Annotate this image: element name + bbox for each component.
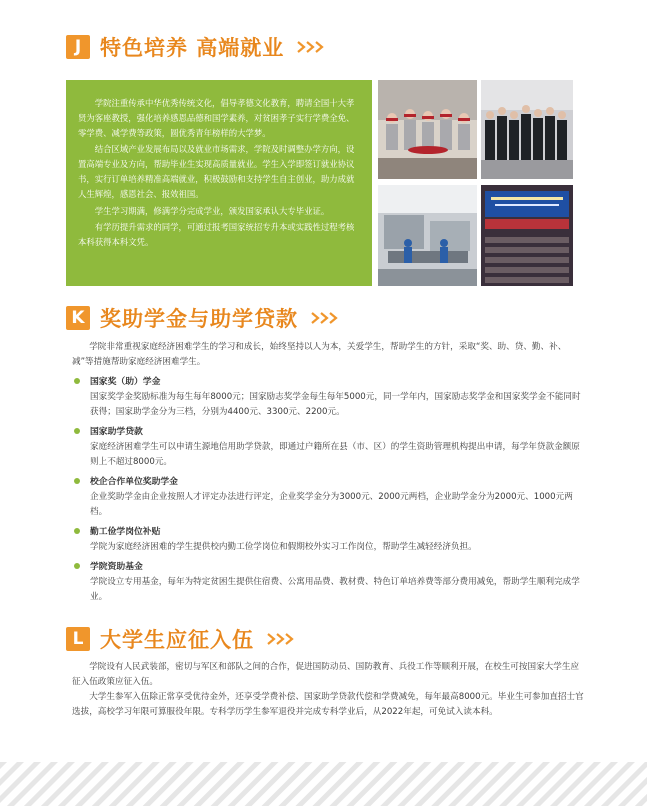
bullet-icon	[74, 428, 80, 434]
section-l-letter: L	[66, 627, 90, 651]
photo-flight-attendants	[378, 80, 477, 179]
aid-item-3-text: 企业奖助学金由企业按照人才评定办法进行评定，企业奖学金分为3000元、2000元两档，企业助学金分为2000元、1000元两档。	[90, 492, 573, 517]
aid-item-4-head	[74, 524, 160, 537]
aid-item-3-title: 校企合作单位奖助学金	[90, 477, 178, 487]
section-l-title: 大学生应征入伍	[100, 628, 254, 652]
aid-item-5-text: 学院设立专用基金，每年为特定贫困生提供住宿费、公寓用品费、教材费、特色订单培养费等部分费用减免，帮助学生顺利完成学业。	[90, 577, 580, 602]
aid-item-1-title: 国家奖（助）学金	[90, 377, 161, 387]
chevron-right-icon	[310, 311, 342, 325]
aid-item-1-text: 国家奖学金奖励标准为每生每年8000元；国家励志奖学金每生每年5000元，同一学年内，国家励志奖学金和国家奖学金不能同时获得；国家助学金分为三档，分别为4400元、3300元、2200元。	[90, 392, 581, 417]
aid-item-2-head	[74, 424, 143, 437]
bullet-icon	[74, 378, 80, 384]
photo-security-staff	[481, 80, 573, 179]
footer-stripe-pattern	[0, 762, 647, 806]
bullet-icon	[74, 563, 80, 569]
section-k-letter: K	[66, 306, 90, 330]
section-k-title: 奖助学金与助学贷款	[100, 307, 298, 331]
enlistment-paragraph-2: 大学生参军入伍除正常享受优待金外，还享受学费补偿、国家助学贷款代偿和学费减免，每年最高8000元。毕业生可参加直招士官选拔，高校学习年限可算服役年限。专科学历学生参军退役并完成专科学业后，从2022年起，可免试入读本科。	[72, 692, 584, 717]
section-j-letter: J	[66, 35, 90, 59]
chevron-right-icon	[266, 632, 298, 646]
aid-item-3-head	[74, 474, 178, 487]
aid-item-2-text: 家庭经济困难学生可以申请生源地信用助学贷款，即通过户籍所在县（市、区）的学生资助管理机构提出申请，每学年贷款金额原则上不超过8000元。	[90, 442, 580, 467]
section-j-title: 特色培养 高端就业	[100, 36, 285, 60]
bullet-icon	[74, 528, 80, 534]
section-l-header	[66, 624, 298, 654]
enlistment-paragraph-1: 学院设有人民武装部，密切与军区和部队之间的合作，促进国防动员、国防教育、兵役工作等顺利开展，在校生可按国家大学生应征入伍政策应征入伍。	[72, 662, 580, 687]
chevron-right-icon	[296, 40, 328, 54]
section-j-header	[66, 32, 328, 62]
feature-paragraph-2: 结合区域产业发展布局以及就业市场需求，学院及时调整办学方向，设置高端专业及方向，帮助毕业生实现高质量就业。学生入学即签订就业协议书，实行订单培养精准高端就业，积极鼓励和支持学生自主创业，助力成就人生辉煌，感恩社会、报效祖国。	[78, 144, 355, 199]
feature-text-box	[66, 80, 372, 286]
aid-item-4-text: 学院为家庭经济困难的学生提供校内勤工俭学岗位和假期校外实习工作岗位，帮助学生减轻经济负担。	[90, 542, 477, 552]
aid-item-5-head	[74, 559, 143, 572]
feature-paragraph-1: 学院注重传承中华优秀传统文化，倡导孝德文化教育，聘请全国十大孝贤为客座教授，强化培养感恩品德和国学素养，对贫困孝子实行学费全免、零学费、减学费等政策，圆优秀青年榜样的大学梦。	[78, 98, 355, 138]
aid-item-1-head	[74, 374, 160, 387]
enlistment-text	[72, 660, 584, 720]
section-k-header	[66, 303, 342, 333]
aid-item-2-title: 国家助学贷款	[90, 427, 143, 437]
photo-conference-hall	[481, 185, 573, 286]
aid-item-5-title: 学院资助基金	[90, 562, 143, 572]
feature-paragraph-4: 有学历提升需求的同学，可通过报考国家统招专升本或实践性过程考核本科获得本科文凭。	[78, 222, 355, 248]
aid-intro-text: 学院非常重视家庭经济困难学生的学习和成长，始终坚持以人为本，关爱学生，帮助学生的方针，采取“奖、助、贷、勤、补、减”等措施帮助家庭经济困难学生。	[72, 342, 567, 367]
bullet-icon	[74, 478, 80, 484]
aid-intro	[72, 340, 584, 370]
feature-paragraph-3: 学生学习期满，修满学分完成学业，颁发国家承认大专毕业证。	[94, 205, 330, 216]
photo-factory-workshop	[378, 185, 477, 286]
aid-item-4-title: 勤工俭学岗位补贴	[90, 527, 161, 537]
